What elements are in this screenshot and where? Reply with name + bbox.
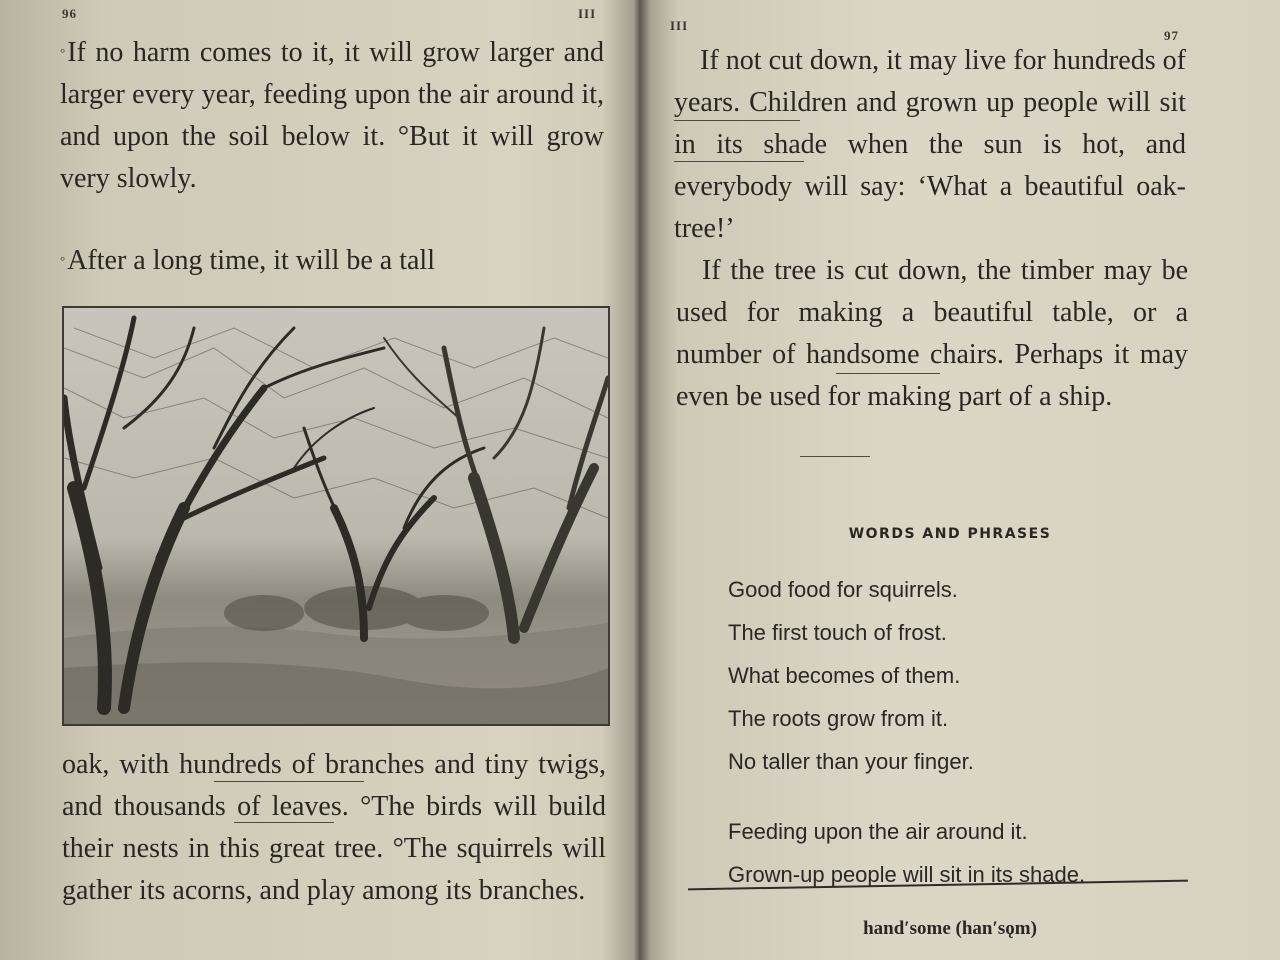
sentence-marker: °	[60, 45, 66, 60]
running-head-right: III	[670, 18, 689, 33]
pencil-underline	[836, 373, 940, 374]
words-and-phrases-heading: WORDS AND PHRASES	[848, 526, 1052, 542]
sentence-marker: °	[60, 253, 66, 268]
pencil-underline	[234, 822, 334, 823]
left-paragraph-2-end: oak, with hundreds of branches and tiny twigs, and thousands of leaves. °The birds will build their nests in this great tree. °The squirrels will gather its acorns, and play among its branches.	[62, 749, 606, 906]
oak-trees-photo	[62, 306, 610, 726]
phrase-list	[728, 568, 974, 783]
pencil-underline	[674, 120, 800, 121]
phrase-item: The roots grow from it.	[728, 706, 949, 731]
right-page	[640, 0, 1280, 960]
right-paragraph-1: If not cut down, it may live for hundreds of years. Children and grown up people will sit in its shade when the sun is hot, and everybody will say: ‘What a beautiful oak-tree!’	[674, 45, 1186, 244]
pencil-underline	[674, 161, 804, 162]
left-paragraph-2-start-text: After a long time, it will be a tall	[67, 245, 435, 276]
phrase-item: Good food for squirrels.	[728, 577, 958, 602]
left-paragraph-2-start	[60, 240, 604, 282]
left-paragraph-1-text: If no harm comes to it, it will grow larger and larger every year, feeding upon the air around it, and upon the soil below it. °But it will grow very slowly.	[60, 37, 604, 194]
pencil-underline	[214, 781, 364, 782]
phrase-item: No taller than your finger.	[728, 749, 974, 774]
oak-trees-illustration	[64, 308, 608, 724]
page-number-left: 96	[62, 6, 77, 21]
phrase-item: Grown-up people will sit in its shade.	[728, 862, 1086, 887]
page-number-right: 97	[1164, 28, 1179, 43]
pencil-underline	[800, 456, 870, 457]
left-paragraph-1	[60, 32, 604, 200]
pronunciation-footnote: hand′some (han′sǫm)	[863, 918, 1037, 939]
phrase-item: The first touch of frost.	[728, 620, 947, 645]
phrase-item: What becomes of them.	[728, 663, 961, 688]
running-head-left: III	[578, 6, 597, 21]
phrase-item: Feeding upon the air around it.	[728, 819, 1028, 844]
right-paragraph-2: If the tree is cut down, the timber may be used for making a beautiful table, or a number of handsome chairs. Perhaps it may even be used for making part of a ship.	[676, 255, 1188, 412]
